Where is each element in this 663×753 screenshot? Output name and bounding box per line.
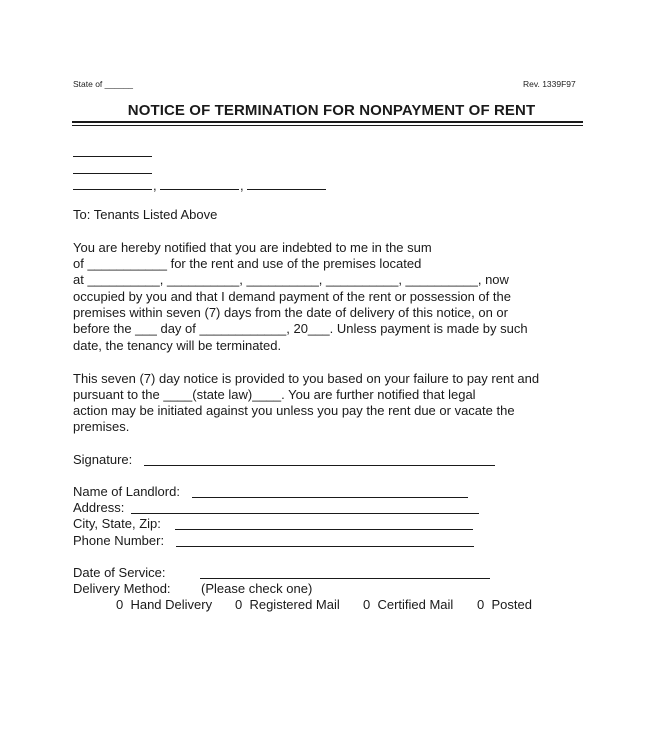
title-rule-thin	[72, 125, 583, 126]
paragraph-line: pursuant to the ____(state law)____. You are further notified that legal	[73, 387, 476, 402]
paragraph-line: at __________, __________, __________, __________, __________, now	[73, 272, 509, 287]
landlord-name-line[interactable]	[192, 497, 468, 498]
signature-label: Signature:	[73, 452, 133, 467]
delivery-method-label: Delivery Method:	[73, 581, 171, 596]
paragraph-line: action may be initiated against you unless you pay the rent due or vacate the	[73, 403, 515, 418]
phone-line[interactable]	[176, 546, 474, 547]
city-state-zip-line[interactable]	[175, 529, 473, 530]
address-label: Address:	[73, 500, 125, 515]
landlord-name-label: Name of Landlord:	[73, 484, 180, 499]
paragraph-line: of ___________ for the rent and use of the premises located	[73, 256, 422, 271]
tenant-name-line-2[interactable]	[73, 173, 152, 174]
title-rule-thick	[72, 121, 583, 123]
paragraph-line: You are hereby notified that you are indebted to me in the sum	[73, 240, 432, 255]
phone-label: Phone Number:	[73, 533, 165, 548]
paragraph-line: premises within seven (7) days from the date of delivery of this notice, on or	[73, 305, 508, 320]
tenant-zip-line[interactable]	[247, 189, 326, 190]
tenant-city-line[interactable]	[73, 189, 152, 190]
paragraph-line: occupied by you and that I demand payment of the rent or possession of the	[73, 289, 511, 304]
delivery-instruction: (Please check one)	[201, 581, 313, 596]
paragraph-line: date, the tenancy will be terminated.	[73, 338, 282, 353]
delivery-option-certified[interactable]: 0 Certified Mail	[363, 597, 454, 612]
date-of-service-line[interactable]	[200, 578, 490, 579]
delivery-option-posted[interactable]: 0 Posted	[477, 597, 532, 612]
state-field: State of ______	[73, 79, 134, 89]
paragraph-line: before the ___ day of ____________, 20___. Unless payment is made by such	[73, 321, 528, 336]
address-comma: ,	[240, 178, 244, 193]
address-comma: ,	[153, 178, 157, 193]
delivery-option-hand[interactable]: 0 Hand Delivery	[116, 597, 213, 612]
revision-number: Rev. 1339F97	[523, 79, 576, 89]
signature-line[interactable]	[144, 465, 495, 466]
tenant-name-line-1[interactable]	[73, 156, 152, 157]
tenant-state-line[interactable]	[160, 189, 239, 190]
date-of-service-label: Date of Service:	[73, 565, 166, 580]
paragraph-line: premises.	[73, 419, 130, 434]
address-line[interactable]	[131, 513, 479, 514]
city-state-zip-label: City, State, Zip:	[73, 516, 161, 531]
document-title: NOTICE OF TERMINATION FOR NONPAYMENT OF RENT	[127, 102, 536, 119]
delivery-option-registered[interactable]: 0 Registered Mail	[235, 597, 340, 612]
addressee-line: To: Tenants Listed Above	[73, 207, 218, 222]
paragraph-line: This seven (7) day notice is provided to you based on your failure to pay rent and	[73, 371, 540, 386]
